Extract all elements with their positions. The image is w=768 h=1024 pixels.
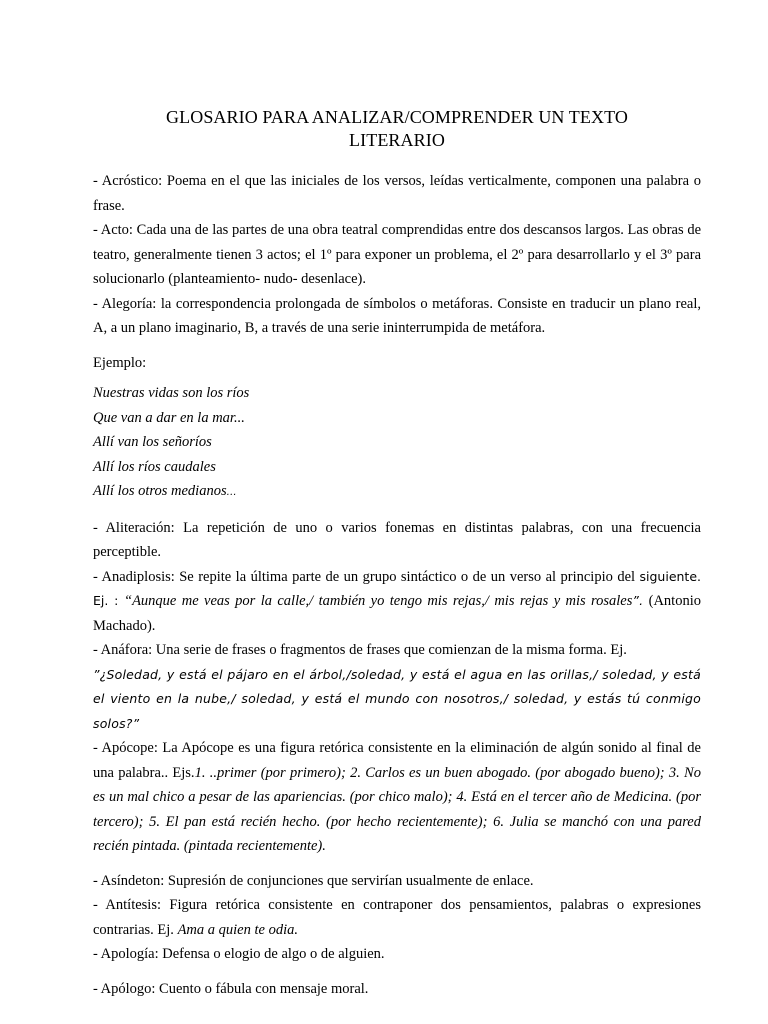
page-title — [93, 106, 701, 152]
verse-line: Allí los ríos caudales — [93, 458, 216, 475]
anadiplosis-definition: - Anadiplosis: Se repite la última parte de un grupo sintáctico o de un verso al principio del — [93, 568, 640, 585]
entry-acto: - Acto: Cada una de las partes de una obra teatral comprendidas entre dos descansos largos. Las obras de teatro, generalmente tienen 3 actos; el 1º para exponer un problema, el 2º para desarrollarlo y el 3º para solucionarlo (planteamiento- nudo- desenlace). — [93, 222, 701, 287]
entry-anadiplosis — [93, 565, 701, 639]
verse-line: Allí van los señoríos — [93, 434, 212, 450]
anafora-example: ”¿Soledad, y está el pájaro en el árbol,/soledad, y está el agua en las orillas,/ soledad, y está el viento en la nube,/ soledad, y está el mundo con nosotros,/ soledad, y estás tú conmigo solos?” — [93, 666, 701, 731]
title-line-2: LITERARIO — [349, 130, 445, 150]
entry-antitesis — [93, 893, 701, 942]
entry-aliteracion: - Aliteración: La repetición de uno o varios fonemas en distintas palabras, con una frecuencia perceptible. — [93, 519, 701, 560]
anadiplosis-author: (Antonio Machado). — [93, 593, 701, 634]
apocope-examples: 1. ..primer (por primero); 2. Carlos es un buen abogado. (por abogado bueno); 3. No es un mal chico a pesar de las apariencias. (por chico malo); 4. Está en el tercer año de Medicina. (por tercero); 5. El pan está recién hecho. (por hecho recientemente); 6. Julia se manchó con una pared recién pintada. (pintada recientemente). — [93, 764, 701, 854]
apocope-definition: : La Apócope es una figura retórica consistente en la eliminación de algún sonido al final de una palabra.. Ejs. — [93, 740, 701, 781]
anadiplosis-quote: “Aunque me veas por la calle,/ también yo tengo mis rejas,/ mis rejas y mis rosales — [124, 593, 633, 609]
anadiplosis-ej: siguiente. Ej. : — [93, 568, 701, 608]
example-verses — [93, 381, 701, 506]
verse-line: Nuestras vidas son los ríos — [93, 385, 250, 401]
verse-line-text: Allí los otros medianos — [93, 483, 227, 499]
entry-apocope — [93, 736, 701, 859]
entry-apologia: - Apología: Defensa o elogio de algo o de alguien. — [93, 946, 385, 962]
verse-ellipsis: ... — [226, 487, 237, 498]
entry-alegoria: - Alegoría: la correspondencia prolongada de símbolos o metáforas. Consiste en traducir un plano real, A, a un plano imaginario, B, a través de una serie ininterrumpida de metáfora. — [93, 295, 701, 336]
anafora-definition: - Anáfora: Una serie de frases o fragmentos de frases que comienzan de la misma forma. Ej. — [93, 642, 627, 658]
entry-anafora — [93, 638, 701, 736]
antitesis-example: Ama a quien te odia. — [177, 921, 298, 938]
antitesis-definition: - Antítesis: Figura retórica consistente en contraponer dos pensamientos, palabras o expresiones contrarias. Ej. — [93, 897, 701, 938]
verse-line — [93, 479, 701, 506]
apocope-term: - Apócope — [93, 740, 154, 756]
entry-asindeton: - Asíndeton: Supresión de conjunciones que servirían usualmente de enlace. — [93, 872, 534, 889]
anadiplosis-quote-end: ”. — [632, 593, 644, 608]
example-label: Ejemplo: — [93, 354, 147, 371]
entry-acrostico: - Acróstico: Poema en el que las iniciales de los versos, leídas verticalmente, componen una palabra o frase. — [93, 173, 701, 214]
entry-apologo: - Apólogo: Cuento o fábula con mensaje moral. — [93, 980, 369, 997]
verse-line: Que van a dar en la mar... — [93, 409, 245, 426]
glossary-body — [93, 169, 701, 1001]
title-line-1: GLOSARIO PARA ANALIZAR/COMPRENDER UN TEXTO — [166, 107, 628, 127]
